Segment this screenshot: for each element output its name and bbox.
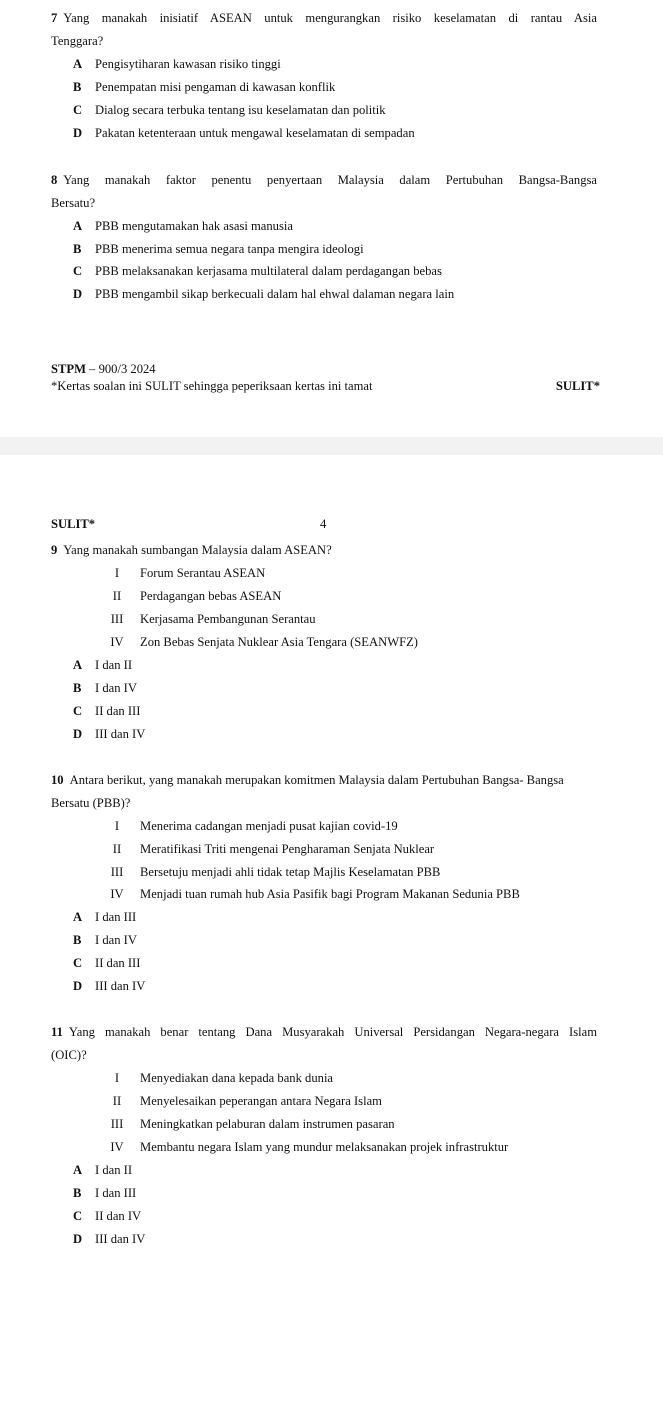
statement-roman: IV [110, 635, 124, 649]
answer-option [0, 263, 663, 279]
option-letter: B [73, 80, 82, 94]
answer-option [0, 241, 663, 257]
option-letter: B [73, 242, 82, 256]
question-text: Yang manakah faktor penentu penyertaan Malaysia dalam Pertubuhan Bangsa-Bangsa [63, 173, 597, 187]
statement-roman: III [110, 865, 124, 879]
option-letter: B [73, 1186, 82, 1200]
option-text: I dan II [95, 658, 133, 672]
page-separator [0, 437, 663, 455]
option-letter: D [73, 126, 83, 140]
option-text: PBB mengutamakan hak asasi manusia [95, 219, 293, 233]
option-letter: C [73, 956, 83, 970]
answer-option [0, 56, 663, 72]
answer-option [0, 703, 663, 719]
answer-option [0, 932, 663, 948]
option-letter: D [73, 727, 83, 741]
statement-text: Meningkatkan pelaburan dalam instrumen pasaran [140, 1117, 395, 1131]
statement-text: Bersetuju menjadi ahli tidak tetap Majlis Keselamatan PBB [140, 865, 441, 879]
option-text: II dan III [95, 956, 141, 970]
option-text: I dan III [95, 910, 137, 924]
question-text-line [51, 772, 564, 788]
option-letter: D [73, 979, 83, 993]
question-text: Yang manakah benar tentang Dana Musyarakah Universal Persidangan Negara-negara Islam [68, 1025, 597, 1039]
answer-option [0, 680, 663, 696]
question-number: 7 [51, 11, 58, 25]
answer-option [0, 1231, 663, 1247]
option-letter: A [73, 219, 83, 233]
statement-item [0, 1139, 663, 1155]
statement-roman: IV [110, 1140, 124, 1154]
question-text-line [51, 172, 597, 188]
option-text: PBB melaksanakan kerjasama multilateral dalam perdagangan bebas [95, 264, 442, 278]
question-text-line [51, 33, 103, 49]
question-text: Tenggara? [51, 34, 104, 48]
option-text: I dan IV [95, 681, 137, 695]
statement-item [0, 1116, 663, 1132]
option-text: Penempatan misi pengaman di kawasan konflik [95, 80, 336, 94]
option-letter: C [73, 704, 83, 718]
option-letter: B [73, 933, 82, 947]
answer-option [0, 125, 663, 141]
statement-item [0, 818, 663, 834]
sulit-label-footer: SULIT* [555, 379, 600, 393]
statement-roman: I [114, 566, 120, 580]
answer-option [0, 955, 663, 971]
statement-roman: III [110, 1117, 124, 1131]
question-number: 11 [51, 1025, 63, 1039]
option-text: I dan II [95, 1163, 133, 1177]
statement-roman: I [114, 819, 120, 833]
answer-option [0, 1208, 663, 1224]
option-letter: C [73, 1209, 83, 1223]
option-text: III dan IV [95, 979, 146, 993]
statement-item [0, 886, 663, 902]
statement-roman: II [112, 589, 122, 603]
answer-option [0, 1162, 663, 1178]
option-letter: C [73, 264, 83, 278]
statement-item [0, 1070, 663, 1086]
statement-text: Meratifikasi Triti mengenai Pengharaman Senjata Nuklear [140, 842, 435, 856]
question-number: 8 [51, 173, 58, 187]
answer-option [0, 102, 663, 118]
answer-option [0, 218, 663, 234]
answer-option [0, 657, 663, 673]
option-text: Pakatan ketenteraan untuk mengawal keselamatan di sempadan [95, 126, 415, 140]
statement-item [0, 611, 663, 627]
question-text-line [51, 1047, 87, 1063]
question-text-line [51, 795, 130, 811]
answer-option [0, 978, 663, 994]
statement-text: Forum Serantau ASEAN [140, 566, 266, 580]
option-letter: A [73, 910, 83, 924]
confidential-note: *Kertas soalan ini SULIT sehingga peperiksaan kertas ini tamat [51, 379, 373, 393]
option-letter: D [73, 1232, 83, 1246]
answer-option [0, 286, 663, 302]
question-text: Yang manakah sumbangan Malaysia dalam ASEAN? [63, 543, 332, 557]
exam-code-rest: – 900/3 2024 [85, 362, 156, 376]
sulit-label-header: SULIT* [51, 517, 96, 531]
exam-code-bold: STPM [51, 362, 86, 376]
statement-item [0, 588, 663, 604]
question-text-line [51, 542, 332, 558]
statement-item [0, 1093, 663, 1109]
answer-option [0, 726, 663, 742]
statement-text: Menyediakan dana kepada bank dunia [140, 1071, 334, 1085]
option-letter: C [73, 103, 83, 117]
option-text: II dan IV [95, 1209, 142, 1223]
statement-item [0, 864, 663, 880]
statement-roman: II [112, 1094, 122, 1108]
statement-text: Perdagangan bebas ASEAN [140, 589, 282, 603]
statement-item [0, 565, 663, 581]
option-text: I dan III [95, 1186, 137, 1200]
option-text: III dan IV [95, 727, 146, 741]
question-text: (OIC)? [51, 1048, 87, 1062]
question-text-line [51, 195, 95, 211]
question-number: 10 [51, 773, 64, 787]
question-text-line [51, 1024, 597, 1040]
statement-text: Menjadi tuan rumah hub Asia Pasifik bagi Program Makanan Sedunia PBB [140, 887, 520, 901]
answer-option [0, 79, 663, 95]
option-text: PBB mengambil sikap berkecuali dalam hal ehwal dalaman negara lain [95, 287, 455, 301]
option-letter: B [73, 681, 82, 695]
statement-roman: IV [110, 887, 124, 901]
option-letter: A [73, 1163, 83, 1177]
exam-code [51, 361, 156, 377]
statement-text: Menyelesaikan peperangan antara Negara Islam [140, 1094, 382, 1108]
answer-option [0, 1185, 663, 1201]
statement-roman: III [110, 612, 124, 626]
option-text: I dan IV [95, 933, 137, 947]
question-text: Bersatu? [51, 196, 96, 210]
statement-item [0, 634, 663, 650]
question-text: Bersatu (PBB)? [51, 796, 131, 810]
option-text: III dan IV [95, 1232, 146, 1246]
page-number: 4 [320, 517, 327, 531]
statement-item [0, 841, 663, 857]
statement-text: Kerjasama Pembangunan Serantau [140, 612, 316, 626]
statement-text: Membantu negara Islam yang mundur melaksanakan projek infrastruktur [140, 1140, 509, 1154]
question-text: Yang manakah inisiatif ASEAN untuk mengurangkan risiko keselamatan di rantau Asia [63, 11, 597, 25]
option-letter: D [73, 287, 83, 301]
question-number: 9 [51, 543, 58, 557]
question-text: Antara berikut, yang manakah merupakan komitmen Malaysia dalam Pertubuhan Bangsa- Bangsa [69, 773, 564, 787]
statement-text: Zon Bebas Senjata Nuklear Asia Tengara (SEANWFZ) [140, 635, 418, 649]
option-letter: A [73, 57, 83, 71]
answer-option [0, 909, 663, 925]
statement-roman: I [114, 1071, 120, 1085]
question-text-line [51, 10, 597, 26]
statement-text: Menerima cadangan menjadi pusat kajian covid-19 [140, 819, 398, 833]
option-text: Dialog secara terbuka tentang isu keselamatan dan politik [95, 103, 386, 117]
option-text: Pengisytiharan kawasan risiko tinggi [95, 57, 281, 71]
option-letter: A [73, 658, 83, 672]
option-text: II dan III [95, 704, 141, 718]
option-text: PBB menerima semua negara tanpa mengira ideologi [95, 242, 364, 256]
statement-roman: II [112, 842, 122, 856]
